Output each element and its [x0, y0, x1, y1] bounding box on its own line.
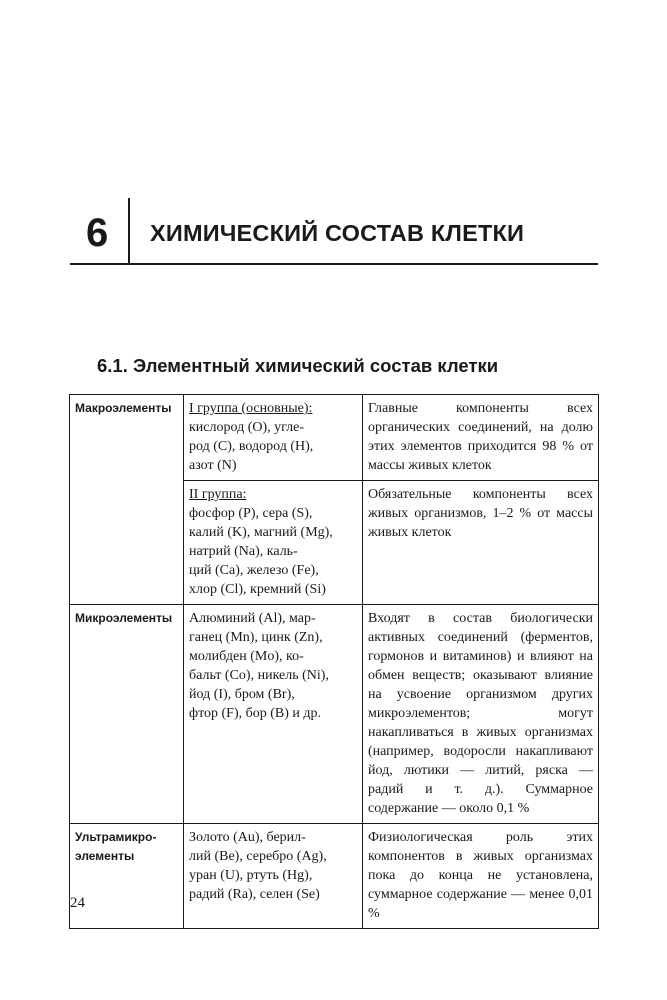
elements-line: род (C), водород (H), [189, 439, 314, 454]
micro-description: Входят в состав биологически активных соединений (ферментов, гормонов и витаминов) и влияют на обмен веществ; оказывают влияние на усвоение организмом других микроэлементов; могут накапливаться в живых организмах (например, водоросли накапливают йод, лютики — литий, ряска — радий и т. д.). Суммарное содержание — около 0,1 % [363, 605, 599, 824]
elements-line: фтор (F), бор (B) и др. [189, 706, 322, 721]
elements-line: калий (K), магний (Mg), [189, 525, 333, 540]
category-macro-label: Макроэлементы [75, 401, 172, 415]
elements-line: йод (I), бром (Br), [189, 687, 295, 702]
elements-line: Алюминий (Al), мар- [189, 611, 316, 626]
elements-line: натрий (Na), каль- [189, 544, 298, 559]
macro-group2-description: Обязательные компоненты всех живых организмов, 1–2 % от массы живых клеток [363, 481, 599, 605]
group1-heading: I группа (основные): [189, 401, 313, 416]
category-ultra [70, 824, 184, 929]
elements-line: лий (Be), серебро (Ag), [189, 849, 327, 864]
table-row-ultra [70, 824, 599, 929]
chapter-number: 6 [86, 211, 109, 255]
group2-heading: II группа: [189, 487, 247, 502]
page-number: 24 [70, 895, 85, 911]
table-row-micro [70, 605, 599, 824]
elements-line: фосфор (P), сера (S), [189, 506, 313, 521]
micro-elements [184, 605, 363, 824]
elements-line: Золото (Au), берил- [189, 830, 306, 845]
chapter-title: ХИМИЧЕСКИЙ СОСТАВ КЛЕТКИ [150, 220, 525, 246]
macro-group1-description: Главные компоненты всех органических соединений, на долю этих элементов приходится 98 % от массы живых клеток [363, 395, 599, 481]
elements-line: кислород (O), угле- [189, 420, 305, 435]
elements-line: бальт (Co), никель (Ni), [189, 668, 329, 683]
ultra-elements [184, 824, 363, 929]
elements-line: ций (Ca), железо (Fe), [189, 563, 319, 578]
category-macro [70, 395, 184, 605]
elements-line: уран (U), ртуть (Hg), [189, 868, 313, 883]
category-ultra-label: Ультрамикро- [75, 830, 157, 844]
category-micro-label: Микроэлементы [75, 611, 173, 625]
macro-group2-elements [184, 481, 363, 605]
chapter-rule [70, 263, 598, 265]
elements-line: молибден (Mo), ко- [189, 649, 304, 664]
elements-line: радий (Ra), селен (Se) [189, 887, 320, 902]
table-row-macro-group1 [70, 395, 599, 481]
elements-line: хлор (Cl), кремний (Si) [189, 582, 326, 597]
category-ultra-label: элементы [75, 849, 135, 863]
elements-table [69, 394, 599, 929]
section-title: 6.1. Элементный химический состав клетки [97, 355, 499, 376]
chapter-divider [128, 198, 130, 264]
elements-line: азот (N) [189, 458, 237, 473]
ultra-description: Физиологическая роль этих компонентов в живых организмах пока до конца не установлена, суммарное содержание — менее 0,01 % [363, 824, 599, 929]
category-micro [70, 605, 184, 824]
macro-group1-elements [184, 395, 363, 481]
elements-line: ганец (Mn), цинк (Zn), [189, 630, 323, 645]
